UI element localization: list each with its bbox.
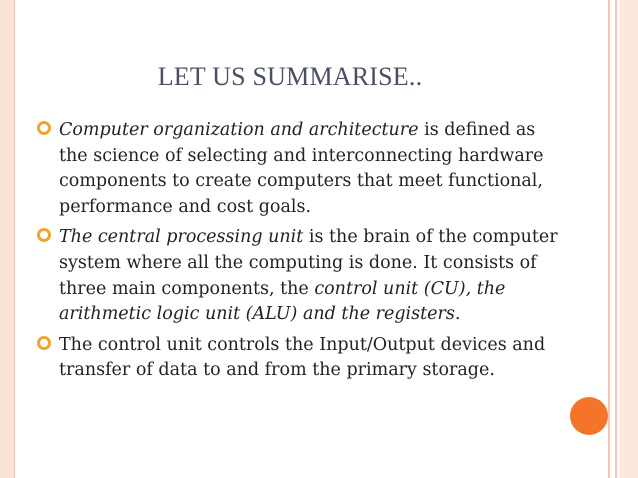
ring-bullet-icon <box>37 121 51 135</box>
bullet-emphasis-components: control unit (CU), the arithmetic logic unit (ALU) and the registers <box>59 278 506 325</box>
right-decorative-rule <box>608 0 610 478</box>
bullet-text: The control unit controls the Input/Output devices and transfer of data to and from the primary storage. <box>59 334 546 381</box>
ring-bullet-icon <box>37 228 51 242</box>
bullet-text-end: . <box>454 304 461 325</box>
bullet-text: is the brain of the computer system where all the computing is done. It consists of three main components, the <box>59 227 558 299</box>
bullet-item-cpu <box>38 225 558 327</box>
decorative-orange-circle <box>570 397 608 435</box>
right-decorative-rule-inner <box>615 0 617 478</box>
ring-bullet-icon <box>37 336 51 350</box>
right-decorative-band <box>620 0 638 478</box>
bullet-text: is defined as the science of selecting and interconnecting hardware components to create computers that meet functional, performance and cost goals. <box>59 120 544 217</box>
bullet-list <box>38 118 558 389</box>
slide-title: LET US SUMMARISE.. <box>157 62 423 91</box>
bullet-emphasis: Computer organization and architecture <box>59 120 419 140</box>
bullet-item-architecture <box>38 118 558 220</box>
bullet-emphasis: The central processing unit <box>59 227 304 248</box>
bullet-item-control-unit <box>38 333 558 384</box>
